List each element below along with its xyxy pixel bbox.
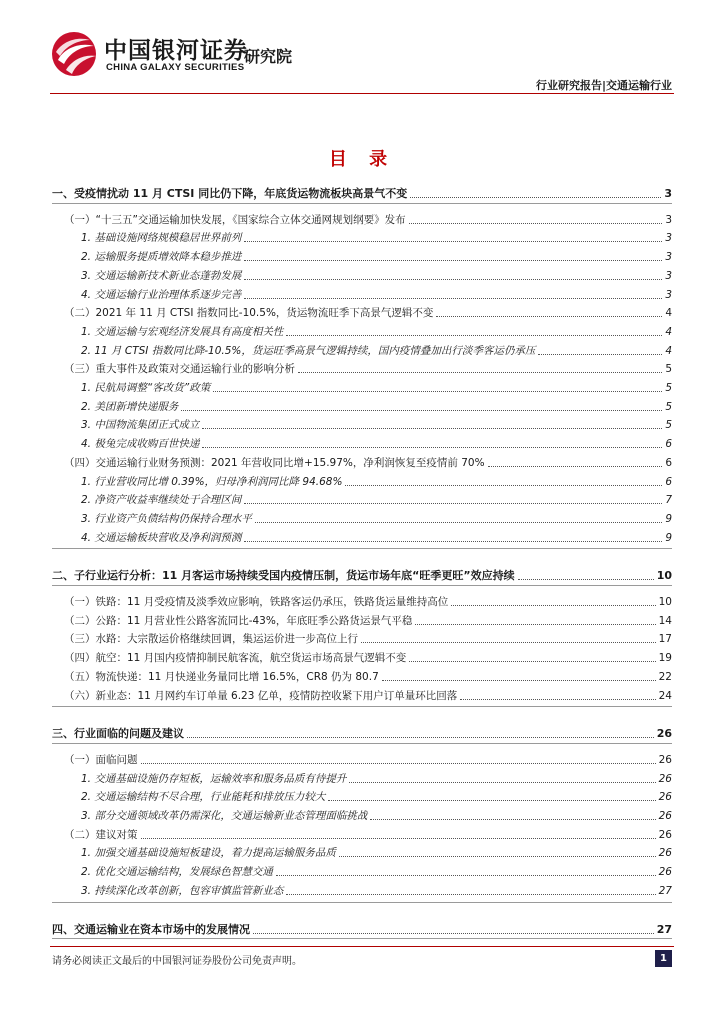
toc-entry-title: 1. 加强交通基础设施短板建设，着力提高运输服务品质 [81,847,336,860]
toc-subsection-entry[interactable] [52,804,672,823]
toc-subsection-entry[interactable] [52,767,672,786]
toc-leader-dots [181,410,662,411]
toc-entry-title: 1. 交通运输与宏观经济发展具有高度相关性 [81,325,284,338]
toc-leader-dots [460,699,655,700]
toc-leader-dots [187,737,654,738]
toc-entry-page: 9 [665,512,672,525]
toc-leader-dots [349,782,655,783]
brand-name-cn: 中国银河证券 [104,38,248,64]
toc-section-entry[interactable] [52,590,672,609]
toc-entry-title: （二）建议对策 [64,828,138,841]
toc-entry-page: 17 [658,633,672,646]
toc-leader-dots [409,223,663,224]
toc-entry-page: 4 [665,307,672,320]
toc-leader-dots [538,354,662,355]
toc-entry-title: 1. 行业营收同比增 0.39%，归母净利润同比降 94.68% [81,475,343,488]
toc-subsection-entry[interactable] [52,488,672,507]
toc-leader-dots [345,485,662,486]
toc-entry-page: 5 [665,419,672,432]
toc-entry-page: 19 [658,652,672,665]
toc-entry-title: （一）铁路：11 月受疫情及淡季效应影响，铁路客运仍承压，铁路货运量维持高位 [64,596,449,608]
toc-entry-page: 10 [658,596,672,608]
toc-subsection-entry[interactable] [52,376,672,395]
toc-entry-title: 2. 美团新增快递服务 [81,400,179,413]
toc-leader-dots [244,260,662,261]
toc-section-entry[interactable] [52,609,672,628]
toc-entry-page: 26 [658,791,672,804]
toc-chapter-entry[interactable] [52,564,672,583]
toc-entry-title: 2. 优化交通运输结构，发展绿色智慧交通 [81,866,273,879]
toc-entry-title: 2. 净资产收益率继续处于合理区间 [81,494,242,507]
toc-subsection-entry[interactable] [52,339,672,358]
toc-subsection-entry[interactable] [52,413,672,432]
toc-leader-dots [276,875,656,876]
toc-entry-page: 27 [656,922,672,936]
toc-entry-page: 27 [658,884,672,897]
toc-leader-dots [382,680,656,681]
toc-subsection-entry[interactable] [52,860,672,879]
galaxy-logo-icon [50,30,98,78]
toc-entry-page: 3 [664,187,672,200]
toc-entry-title: 1. 交通基础设施仍存短板，运输效率和服务品质有待提升 [81,772,347,785]
toc-entry-page: 10 [656,569,672,583]
section-separator [52,938,672,939]
section-separator [52,902,672,903]
toc-leader-dots [488,466,663,467]
toc-subsection-entry[interactable] [52,841,672,860]
toc-subsection-entry[interactable] [52,879,672,898]
section-separator [52,548,672,549]
toc-chapter-entry[interactable] [52,182,672,201]
section-separator [52,585,672,586]
toc-title: 目 录 [328,149,396,170]
toc-subsection-entry[interactable] [52,470,672,489]
toc-leader-dots [370,819,655,820]
toc-entry-title: 二、子行业运行分析：11 月客运市场持续受国内疫情压制，货运市场年底“旺季更旺”效应持续 [52,569,515,583]
toc-section-entry[interactable] [52,208,672,227]
toc-leader-dots [436,316,662,317]
toc-entry-title: 2. 11 月 CTSI 指数同比降-10.5%，货运旺季高景气逻辑持续，国内疫情叠加出行淡季客运仍承压 [81,344,536,357]
toc-entry-page: 3 [665,232,672,245]
toc-entry-page: 4 [665,325,672,338]
toc-entry-page: 4 [665,344,672,357]
section-separator [52,743,672,744]
toc-entry-title: （一）“十三五”交通运输加快发展，《国家综合立体交通网规划纲要》发布 [64,213,406,226]
toc-leader-dots [244,298,662,299]
toc-entry-page: 14 [658,614,672,627]
toc-subsection-entry[interactable] [52,283,672,302]
toc-section-entry[interactable] [52,357,672,376]
toc-entry-page: 26 [658,753,672,766]
toc-entry-page: 3 [665,288,672,301]
toc-entry-page: 5 [665,400,672,413]
toc-entry-title: 4. 交通运输板块营收及净利润预测 [81,531,242,544]
toc-entry-page: 26 [658,772,672,785]
toc-subsection-entry[interactable] [52,264,672,283]
toc-entry-title: （一）面临问题 [64,753,138,766]
toc-leader-dots [213,391,662,392]
toc-leader-dots [415,624,655,625]
toc-entry-page: 22 [658,670,672,683]
disclaimer-note: 请务必阅读正文最后的中国银河证券股份公司免责声明。 [52,956,302,967]
toc-leader-dots [286,335,662,336]
toc-leader-dots [244,241,662,242]
toc-leader-dots [409,661,655,662]
toc-section-entry[interactable] [52,823,672,842]
brand-name-en: CHINA GALAXY SECURITIES [106,62,245,73]
toc-entry-title: （四）交通运输行业财务预测：2021 年营收同比增+15.97%，净利润恢复至疫情前 70% [64,456,485,469]
toc-subsection-entry[interactable] [52,395,672,414]
toc-section-entry[interactable] [52,451,672,470]
toc-leader-dots [361,642,656,643]
toc-section-entry[interactable] [52,301,672,320]
toc-section-entry[interactable] [52,684,672,703]
toc-entry-title: （三）重大事件及政策对交通运输行业的影响分析 [64,363,295,376]
toc-entry-page: 26 [656,727,672,741]
toc-leader-dots [255,522,662,523]
toc-entry-page: 7 [665,494,672,507]
institute-label: 研究院 [244,47,293,66]
toc-subsection-entry[interactable] [52,432,672,451]
toc-section-entry[interactable] [52,748,672,767]
toc-entry-title: 1. 基础设施网络规模稳居世界前列 [81,232,242,245]
toc-leader-dots [253,933,654,934]
page-number: 1 [655,950,672,967]
toc-entry-title: （六）新业态：11 月网约车订单量 6.23 亿单，疫情防控收紧下用户订单量环比回落 [64,689,458,702]
toc-leader-dots [202,428,662,429]
toc-leader-dots [451,605,655,606]
toc-leader-dots [518,579,654,580]
toc-leader-dots [141,838,656,839]
toc-leader-dots [244,541,662,542]
toc-entry-title: （三）水路：大宗散运价格继续回调，集运运价进一步高位上行 [64,633,358,646]
toc-section-entry[interactable] [52,627,672,646]
toc-entry-title: 4. 极兔完成收购百世快递 [81,438,200,451]
toc-entry-title: 三、行业面临的问题及建议 [52,727,184,741]
toc-entry-page: 26 [658,828,672,841]
toc-leader-dots [298,372,662,373]
toc-entry-page: 5 [665,382,672,394]
toc-entry-page: 9 [665,531,672,544]
toc-leader-dots [202,447,662,448]
toc-subsection-entry[interactable] [52,226,672,245]
report-header [0,0,724,95]
toc-subsection-entry[interactable] [52,507,672,526]
toc-entry-page: 3 [665,213,672,226]
toc-entry-title: （二）公路：11 月营业性公路客流同比-43%，年底旺季公路货运景气平稳 [64,614,413,627]
toc-entry-title: （二）2021 年 11 月 CTSI 指数同比-10.5%，货运物流旺季下高景气逻辑不变 [64,307,434,320]
toc-leader-dots [410,197,661,198]
toc-entry-title: 3. 交通运输新技术新业态蓬勃发展 [81,269,242,282]
toc-entry-page: 26 [658,810,672,822]
toc-leader-dots [328,800,655,801]
toc-chapter-entry[interactable] [52,722,672,741]
toc-entry-page: 24 [658,689,672,702]
toc-entry-page: 6 [665,438,672,451]
toc-entry-title: 2. 交通运输结构不尽合理，行业能耗和排放压力较大 [81,791,326,804]
toc-entry-title: （五）物流快递：11 月快递业务量同比增 16.5%，CR8 仍为 80.7 [64,670,379,683]
toc-section-entry[interactable] [52,665,672,684]
toc-chapter-entry[interactable] [52,918,672,937]
toc-leader-dots [286,894,655,895]
toc-entry-page: 6 [665,475,672,488]
toc-subsection-entry[interactable] [52,785,672,804]
section-separator [52,706,672,707]
toc-subsection-entry[interactable] [52,526,672,545]
toc-entry-page: 5 [665,363,672,376]
report-type-label: 行业研究报告|交通运输行业 [535,79,672,92]
toc-entry-title: （四）航空：11 月国内疫情抑制民航客流，航空货运市场高景气逻辑不变 [64,652,407,665]
toc-entry-title: 一、受疫情扰动 11 月 CTSI 同比仍下降，年底货运物流板块高景气不变 [52,187,408,200]
toc-entry-title: 4. 交通运输行业治理体系逐步完善 [81,288,242,301]
toc-subsection-entry[interactable] [52,320,672,339]
toc-entry-title: 3. 行业资产负债结构仍保持合理水平 [81,512,252,525]
toc-subsection-entry[interactable] [52,245,672,264]
toc-entry-page: 26 [658,866,672,879]
toc-entry-page: 3 [665,269,672,282]
toc-leader-dots [339,856,656,857]
toc-entry-title: 3. 中国物流集团正式成立 [81,419,200,432]
toc-entry-title: 2. 运输服务提质增效降本稳步推进 [81,251,242,264]
toc-leader-dots [141,763,656,764]
toc-entry-title: 1. 民航局调整“客改货”政策 [81,382,211,394]
toc-entry-page: 3 [665,251,672,264]
section-separator [52,203,672,204]
toc-leader-dots [244,503,662,504]
toc-section-entry[interactable] [52,646,672,665]
footer-divider [50,946,674,947]
toc-entry-title: 3. 部分交通领域改革仍需深化，交通运输新业态管理面临挑战 [81,810,368,822]
toc-entry-title: 四、交通运输业在资本市场中的发展情况 [52,922,250,936]
toc-entry-page: 26 [658,847,672,860]
toc-leader-dots [244,279,662,280]
header-divider [50,93,674,94]
toc-entry-page: 6 [665,456,672,469]
toc-entry-title: 3. 持续深化改革创新，包容审慎监管新业态 [81,884,284,897]
